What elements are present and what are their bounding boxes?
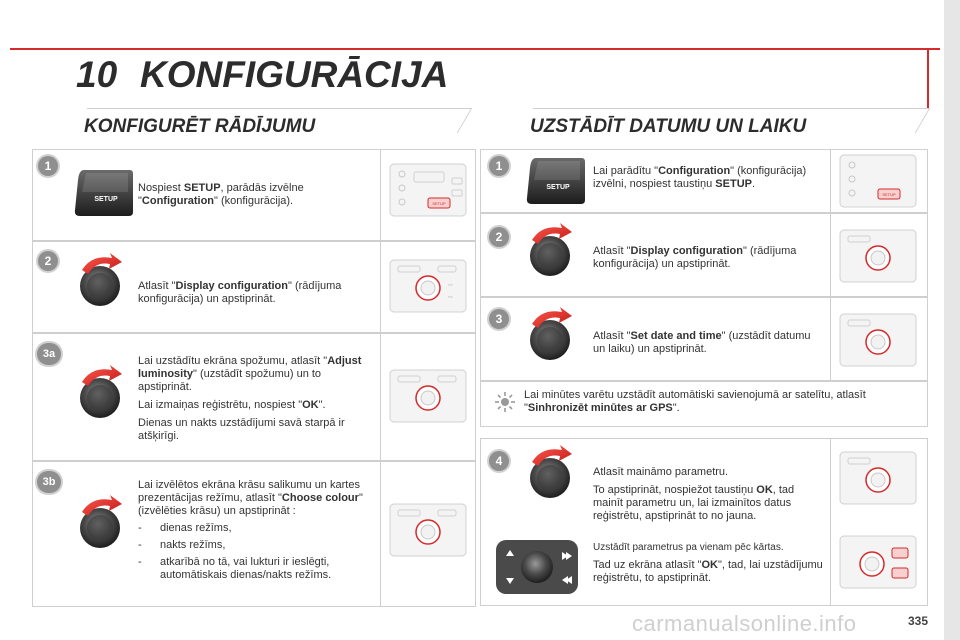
svg-text:<<: << [448,294,453,299]
rotary-knob-icon [72,494,132,550]
section-title-display: KONFIGURĒT RĀDĪJUMU [84,116,316,137]
setup-key-icon [72,168,134,218]
step-text: Lai izvēlētos ekrāna krāsu salikumu un kartes prezentācijas režīmu, atlasīt "Choose colour" (izvēlēties krāsu) un apstiprināt : - dienas režīms, - nakts režīms, - atkarībā no tā, vai lukturi ir ieslēgti, automātiskais dienas/nakts režīms. [138,479,374,586]
rotary-knob-icon [522,222,582,278]
chapter-number: 10 [76,54,118,95]
navigation-pad-icon [494,536,580,598]
box-divider [380,461,381,607]
svg-text:SETUP: SETUP [882,192,896,197]
step-badge: 2 [489,227,509,247]
radio-panel-thumbnail [388,256,468,316]
watermark: carmanualsonline.info [632,611,857,636]
step-badge: 3b [37,471,61,493]
side-strip [944,0,960,640]
step-text: Atlasīt "Display configuration" (rādījuma konfigurācija) un apstiprināt. [138,280,342,305]
header-rule-vertical [927,48,929,108]
page-number: 335 [908,614,929,628]
header-rule [10,48,940,50]
svg-text:>>: >> [448,282,453,287]
step-text: Lai uzstādītu ekrāna spožumu, atlasīt "Adjust luminosity" (uzstādīt spožumu) un to apstiprināt. Lai izmaiņas reģistrētu, nospiest "OK". Dienas un nakts uzstādījumi savā starpā ir atšķirīgi. [138,355,362,442]
radio-panel-thumbnail [388,160,468,220]
box-divider [830,438,831,606]
svg-text:SETUP: SETUP [432,201,446,206]
step-text: Atlasīt maināmo parametru. To apstiprināt, nospiežot taustiņu OK, tad mainīt parametru un, lai izmainītos datus reģistrētu, apstiprināt to no jauna. [593,466,795,522]
step-text: Atlasīt "Display configuration" (rādījuma konfigurācija) un apstiprināt. [593,245,797,270]
setup-key-label: SETUP [94,196,118,203]
step-text: Lai parādītu "Configuration" (konfigurācija) izvēlni, nospiest taustiņu SETUP. [593,165,807,190]
rotary-knob-icon [72,252,132,308]
setup-key-label: SETUP [546,184,570,191]
step-badge: 1 [489,156,509,176]
box-divider [830,297,831,381]
step-badge: 3 [489,309,509,329]
box-divider [830,213,831,297]
list-item: - nakts režīms, [138,539,226,551]
radio-panel-thumbnail [838,448,918,508]
mode-list [138,522,374,582]
step-text: Nospiest SETUP, parādās izvēlne "Configuration" (konfigurācija). [138,182,304,207]
step-badge: 4 [489,451,509,471]
radio-panel-thumbnail [838,310,918,370]
box-divider [380,333,381,461]
radio-panel-thumbnail [388,500,468,560]
radio-panel-thumbnail [838,532,918,592]
rotary-knob-icon [522,444,582,500]
step-badge: 1 [38,156,58,176]
rotary-knob-icon [522,306,582,362]
list-item: - dienas režīms, [138,522,232,534]
sun-icon [494,391,516,413]
step-badge: 3a [37,343,61,365]
box-divider [830,149,831,213]
step-badge: 2 [38,251,58,271]
rotary-knob-icon [72,364,132,420]
list-item: - atkarībā no tā, vai lukturi ir ieslēgti, automātiskais dienas/nakts režīms. [138,556,332,581]
step-text: Atlasīt "Set date and time" (uzstādīt datumu un laiku) un apstiprināt. [593,330,811,355]
radio-panel-thumbnail [838,226,918,286]
box-divider [380,241,381,333]
chapter-title: KONFIGURĀCIJA [140,54,449,95]
radio-panel-thumbnail [388,366,468,426]
section-title-date-time: UZSTĀDĪT DATUMU UN LAIKU [530,116,807,137]
radio-panel-thumbnail [838,151,918,211]
setup-key-icon [524,156,586,206]
gps-note-text: Lai minūtes varētu uzstādīt automātiski savienojumā ar satelītu, atlasīt "Sinhronizēt minūtes ar GPS". [524,389,866,414]
step-text: Uzstādīt parametrus pa vienam pēc kārtas. Tad uz ekrāna atlasīt "OK", tad, lai uzstādījumu reģistrētu, to apstiprināt. [593,542,823,584]
box-divider [380,149,381,241]
